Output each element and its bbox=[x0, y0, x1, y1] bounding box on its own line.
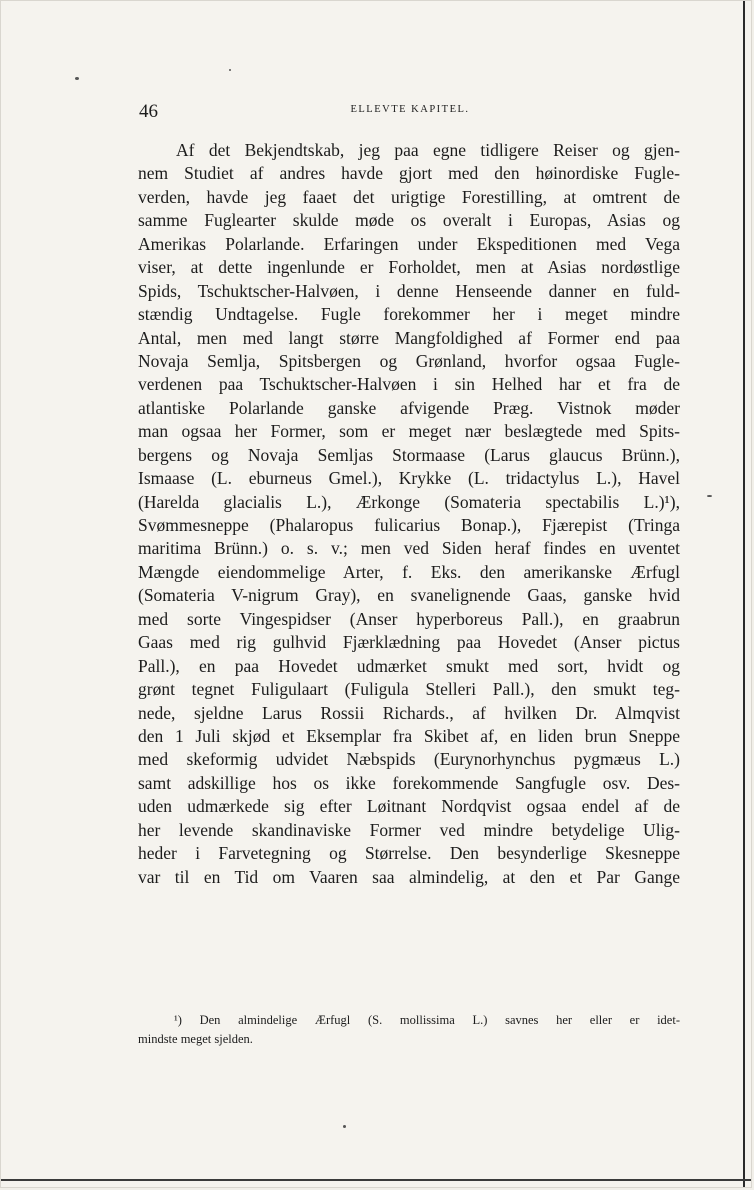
text-line: Svømmesneppe (Phalaropus fulicarius Bonap.), Fjærepist (Tringa bbox=[138, 515, 680, 535]
text-line: (Somateria V-nigrum Gray), en svanelignende Gaas, ganske hvid bbox=[138, 585, 680, 606]
scan-edge-right bbox=[743, 1, 745, 1187]
text-line: nem Studiet af andres havde gjort med den høinordiske Fugle- bbox=[138, 163, 680, 184]
ink-speck bbox=[229, 69, 231, 71]
footnotes bbox=[138, 1011, 680, 1049]
text-line: grønt tegnet Fuligulaart (Fuligula Stelleri Pall.), den smukt teg- bbox=[138, 679, 680, 700]
text-line: her levende skandinaviske Former ved mindre betydelige Ulig- bbox=[138, 819, 680, 840]
text-line: Antal, men med langt større Mangfoldighed af Former end paa bbox=[138, 327, 680, 348]
ink-speck bbox=[75, 77, 79, 80]
text-line: bergens og Novaja Semljas Stormaase (Larus glaucus Brünn.), bbox=[138, 444, 680, 465]
text-line: Novaja Semlja, Spitsbergen og Grønland, hvorfor ogsaa Fugle- bbox=[138, 350, 680, 371]
footnote-line: ¹) Den almindelige Ærfugl (S. mollissima L.) savnes her eller er idet- bbox=[174, 1013, 680, 1027]
text-line: samme Fuglearter skulde møde os overalt i Europas, Asias og bbox=[138, 210, 680, 231]
ink-speck bbox=[343, 1125, 346, 1128]
text-line: Spids, Tschuktscher-Halvøen, i denne Henseende danner en fuld- bbox=[138, 280, 680, 301]
text-line: Mængde eiendommelige Arter, f. Eks. den amerikanske Ærfugl bbox=[138, 561, 680, 582]
page-number: 46 bbox=[139, 101, 158, 122]
text-line: var til en Tid om Vaaren saa almindelig, at den et Par Gange bbox=[138, 866, 680, 887]
text-line: den 1 Juli skjød et Eksemplar fra Skibet af, en liden brun Sneppe bbox=[138, 725, 680, 746]
text-line: maritima Brünn.) o. s. v.; men ved Siden heraf findes en uventet bbox=[138, 538, 680, 559]
text-line: stændig Undtagelse. Fugle forekommer her i meget mindre bbox=[138, 304, 680, 325]
page-header bbox=[139, 101, 681, 123]
text-line: uden udmærkede sig efter Løitnant Nordqvist ogsaa endel af de bbox=[138, 796, 680, 817]
text-line: Ismaase (L. eburneus Gmel.), Krykke (L. tridactylus L.), Havel bbox=[138, 468, 680, 489]
text-line: verden, havde jeg faaet det urigtige Forestilling, at omtrent de bbox=[138, 186, 680, 207]
text-line: man ogsaa her Former, som er meget nær beslægtede med Spits- bbox=[138, 421, 680, 442]
text-line: Amerikas Polarlande. Erfaringen under Ekspeditionen med Vega bbox=[138, 233, 680, 254]
footnote-line: mindste meget sjelden. bbox=[138, 1032, 253, 1046]
text-line: viser, at dette ingenlunde er Forholdet, men at Asias nordøstlige bbox=[138, 257, 680, 278]
body-text bbox=[138, 139, 680, 889]
ink-speck bbox=[707, 495, 712, 497]
text-line: (Harelda glacialis L.), Ærkonge (Somateria spectabilis L.)¹), bbox=[138, 491, 680, 512]
text-line: Af det Bekjendtskab, jeg paa egne tidligere Reiser og gjen- bbox=[176, 140, 680, 160]
scan-edge-bottom bbox=[1, 1179, 751, 1181]
text-line: verdenen paa Tschuktscher-Halvøen i sin Helhed har et fra de bbox=[138, 374, 680, 395]
text-line: samt adskillige hos os ikke forekommende Sangfugle osv. Des- bbox=[138, 772, 680, 793]
text-line: Gaas med rig gulhvid Fjærklædning paa Hovedet (Anser pictus bbox=[138, 632, 680, 653]
text-line: med sorte Vingespidser (Anser hyperboreus Pall.), en graabrun bbox=[138, 608, 680, 629]
text-line: Pall.), en paa Hovedet udmærket smukt med sort, hvidt og bbox=[138, 655, 680, 676]
text-line: nede, sjeldne Larus Rossii Richards., af hvilken Dr. Almqvist bbox=[138, 702, 680, 723]
text-line: med skeformig udvidet Næbspids (Eurynorhynchus pygmæus L.) bbox=[138, 749, 680, 770]
text-line: heder i Farvetegning og Størrelse. Den besynderlige Skesneppe bbox=[138, 843, 680, 864]
text-line: atlantiske Polarlande ganske afvigende Præg. Vistnok møder bbox=[138, 397, 680, 418]
running-head: ELLEVTE KAPITEL. bbox=[350, 104, 470, 115]
